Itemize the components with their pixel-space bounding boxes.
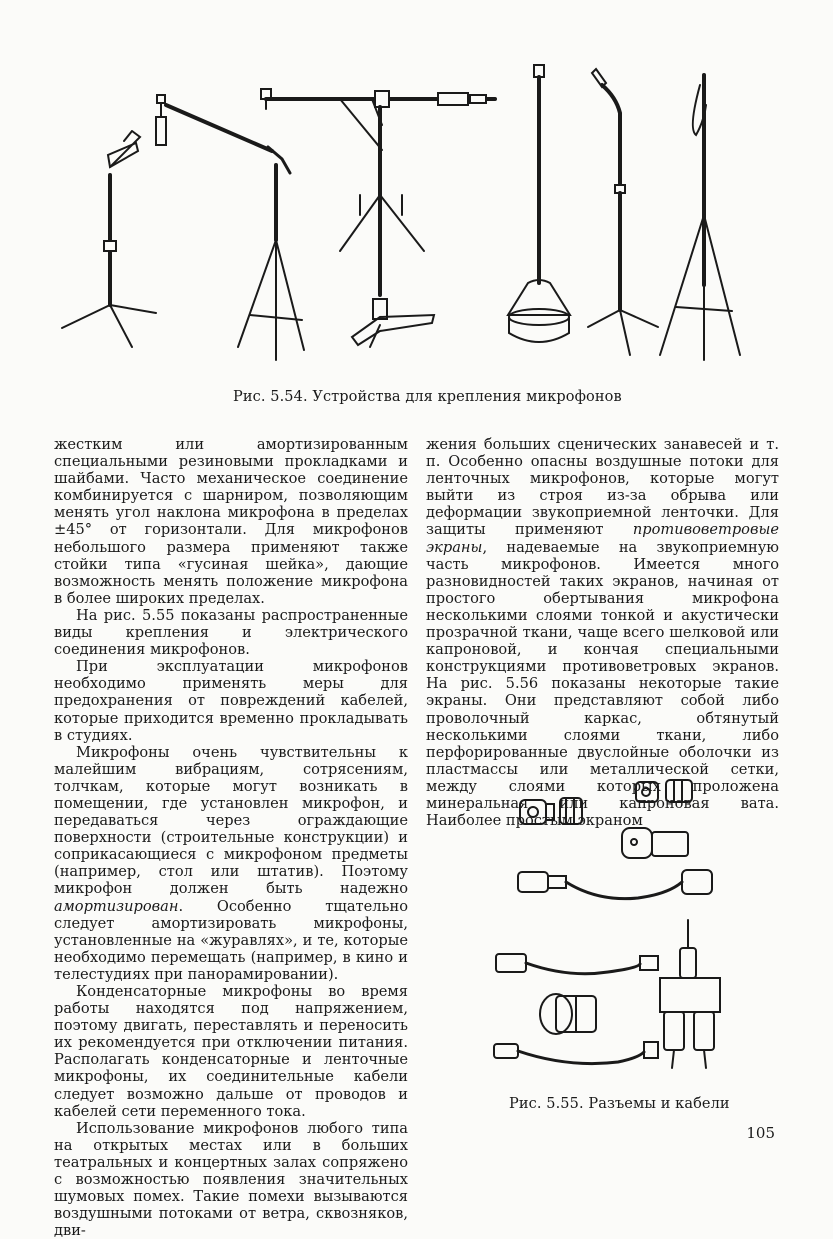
stand-tripod-clamp	[62, 131, 156, 347]
emphasis-amortized: амортизирован	[54, 897, 179, 915]
left-paragraph-5: Конденсаторные микрофоны во время работы находятся под напряжением, поэтому двигать, переставлять и переносить их рекомендуется при отключении питания. Располагать конденсаторные и ленточные микрофоны, их соединительные кабели следует возможно дальше от проводов и кабелей сети переменного тока.	[54, 983, 408, 1120]
left-paragraph-1: жестким или амортизированным специальными резиновыми прокладками и шайбами. Часто механическое соединение комбинируется с шарниром, позволяющим менять угол наклона микрофона в пределах ±45° от горизонтали. Для микрофонов небольшого размера применяют также стойки типа «гусиная шейка», дающие возможность менять положение микрофона в более широких пределах.	[54, 436, 408, 607]
left-paragraph-3: При эксплуатации микрофонов необходимо применять меры для предохранения от повреждений кабелей, которые приходится временно прокладывать в студиях.	[54, 658, 408, 744]
page-number: 105	[746, 1124, 775, 1142]
figure-5-55-illustration	[488, 772, 748, 1082]
figure-5-54-illustration	[40, 55, 790, 375]
stand-crane-boom	[261, 89, 495, 347]
connector-pair-1	[520, 798, 582, 824]
stand-boom-folding	[156, 95, 304, 360]
stand-gooseneck	[588, 69, 658, 355]
stand-round-base	[508, 65, 570, 342]
connector-large	[540, 994, 596, 1034]
right-column	[426, 436, 779, 829]
left-paragraph-2: На рис. 5.55 показаны распространенные виды крепления и электрического соединения микрофонов.	[54, 606, 408, 659]
figure-5-54-caption: Рис. 5.54. Устройства для крепления микрофонов	[233, 389, 622, 405]
figure-5-55-caption: Рис. 5.55. Разъемы и кабели	[509, 1096, 730, 1112]
emphasis-windscreens: противоветровые экраны	[426, 521, 779, 556]
stand-tall-tripod	[660, 75, 740, 360]
left-column	[54, 436, 408, 1239]
cable-2	[496, 954, 658, 974]
left-paragraph-6: Использование микрофонов любого типа на открытых местах или в больших театральных и концертных залах сопряжено с возможностью появления значительных шумовых помех. Такие помехи вызываются воздушными потоками от ветра, сквозняков, дви-	[54, 1119, 408, 1239]
left-paragraph-4: Микрофоны очень чувствительны к малейшим вибрациям, сотрясениям, толчкам, которые могут возникать в помещении, где установлен микрофон, и передаваться через ограждающие поверхности (строительные конструкции) и соприкасающиеся с микрофоном предметы (например, стол или штатив). Поэтому микрофон должен быть надежно амортизирован. Особенно тщательно следует амортизировать микрофоны, установленные на «журавлях», и те, которые необходимо перемещать (например, в кино и телестудиях при панорамировании).	[54, 743, 408, 983]
cable-1	[518, 870, 712, 899]
connector-single	[622, 828, 688, 858]
connector-pair-2	[636, 780, 692, 802]
right-paragraph-1: жения больших сценических занавесей и т. п. Особенно опасны воздушные потоки для ленточных микрофонов, которые могут выйти из строя из-за обрыва или деформации звукоприемной ленточки. Для защиты применяют противоветровые экраны, надеваемые на звукоприемную часть микрофонов. Имеется много разновидностей таких экранов, начиная от простого обертывания микрофона несколькими слоями тонкой и акустически прозрачной ткани, чаще всего шелковой или капроновой, и кончая специальными конструкциями противоветровых экранов. На рис. 5.56 показаны некоторые такие экраны. Они представляют собой либо проволочный каркас, обтянутый несколькими слоями ткани, либо перфорированные двуслойные оболочки из пластмассы или металлической сетки, между слоями которых проложена минеральная или капроновая вата. Наиболее простым экраном	[426, 436, 779, 830]
cable-3	[494, 1042, 658, 1064]
splitter-adapter	[660, 920, 720, 1068]
